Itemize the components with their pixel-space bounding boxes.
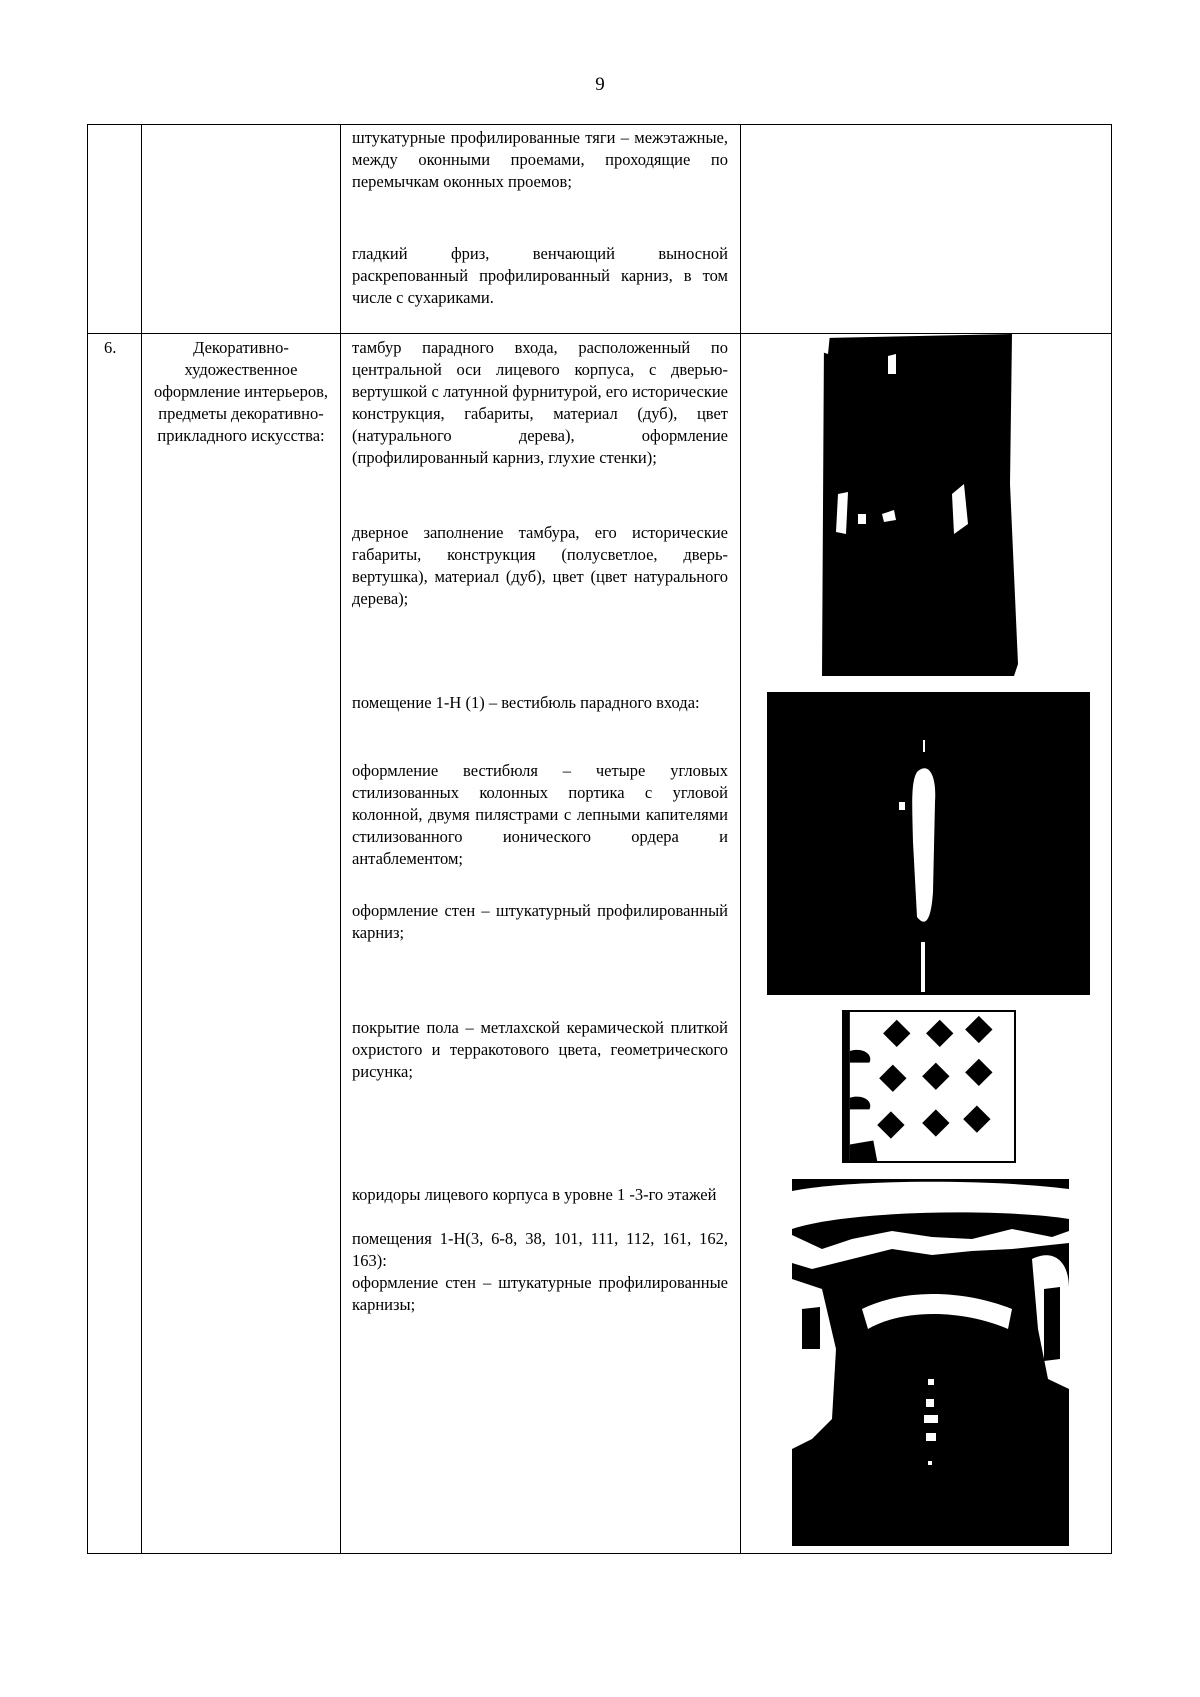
description-paragraph: гладкий фриз, венчающий выносной раскрепованный профилированный карниз, в том числе с сухариками. bbox=[352, 244, 728, 307]
column-divider bbox=[340, 125, 341, 1553]
description-paragraph: покрытие пола – метлахской керамической плиткой охристого и терракотового цвета, геометрического рисунка; bbox=[352, 1018, 728, 1081]
page-number: 9 bbox=[595, 74, 605, 95]
description-paragraph: штукатурные профилированные тяги – межэтажные, между оконными проемами, проходящие по перемычкам оконных проемов; bbox=[352, 128, 728, 191]
description-paragraph: коридоры лицевого корпуса в уровне 1 -3-го этажей bbox=[352, 1185, 717, 1204]
description-paragraph: оформление вестибюля – четыре угловых стилизованных колонных портика с угловой колонной, двумя пилястрами с лепными капителями стилизованного ионического ордера и антаблементом; bbox=[352, 761, 728, 868]
column-divider bbox=[141, 125, 142, 1553]
column-divider bbox=[740, 125, 741, 1553]
description-paragraph: помещение 1-Н (1) – вестибюль парадного входа: bbox=[352, 693, 700, 712]
corridor-photo bbox=[792, 1179, 1069, 1546]
description-paragraph: помещения 1-Н(3, 6-8, 38, 101, 111, 112, 161, 162, 163): bbox=[352, 1229, 728, 1270]
floor-tile-photo bbox=[842, 1010, 1016, 1163]
description-paragraph: дверное заполнение тамбура, его исторические габариты, конструкция (полусветлое, дверь-вертушка), материал (дуб), цвет (цвет натурального дерева); bbox=[352, 523, 728, 608]
row-item-name: Декоративно-художественное оформление интерьеров, предметы декоративно-прикладного искусства: bbox=[153, 338, 328, 445]
vestibule-column-photo bbox=[767, 692, 1090, 995]
description-paragraph: оформление стен – штукатурные профилированные карнизы; bbox=[352, 1273, 728, 1314]
row-number: 6. bbox=[104, 338, 117, 357]
description-paragraph: тамбур парадного входа, расположенный по центральной оси лицевого корпуса, с дверью-вертушкой с латунной фурнитурой, его исторические конструкция, габариты, материал (дуб), цвет (натурального дерева), оформление (профилированный карниз, глухие стенки); bbox=[352, 338, 728, 467]
description-paragraph: оформление стен – штукатурный профилированный карниз; bbox=[352, 901, 728, 942]
entrance-vestibule-photo bbox=[822, 334, 1028, 676]
